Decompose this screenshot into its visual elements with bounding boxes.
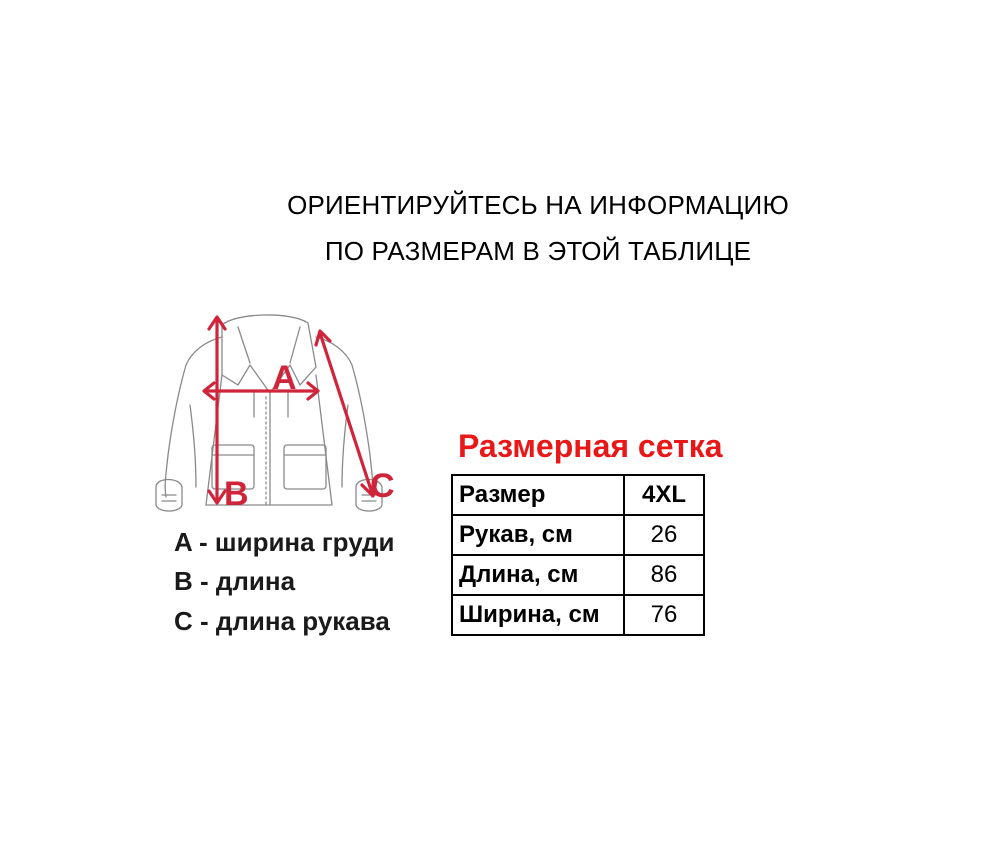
legend-item-b: B - длина [174,566,296,596]
row-value-sleeve: 26 [624,515,704,555]
row-value-width: 76 [624,595,704,635]
legend-item-c: C - длина рукава [174,606,390,636]
table-row [452,595,704,635]
size-table-header-label: Размер [452,475,624,515]
jacket-outline [156,315,382,511]
size-table-header-row [452,475,704,515]
header-line-1: ОРИЕНТИРУЙТЕСЬ НА ИНФОРМАЦИЮ [287,190,789,220]
jacket-diagram [150,305,410,525]
size-table-header-value: 4XL [624,475,704,515]
diagram-label-b: B [224,475,249,513]
row-label-length: Длина, см [452,555,624,595]
row-label-sleeve: Рукав, см [452,515,624,555]
legend-item-a: A - ширина груди [174,527,395,557]
row-value-length: 86 [624,555,704,595]
header-line-2: ПО РАЗМЕРАМ В ЭТОЙ ТАБЛИЦЕ [324,236,752,266]
size-table-title: Размерная сетка [458,428,723,464]
diagram-label-a: A [272,359,297,397]
table-row [452,515,704,555]
table-row [452,555,704,595]
size-table [451,474,705,636]
diagram-label-c: C [370,467,395,505]
row-label-width: Ширина, см [452,595,624,635]
